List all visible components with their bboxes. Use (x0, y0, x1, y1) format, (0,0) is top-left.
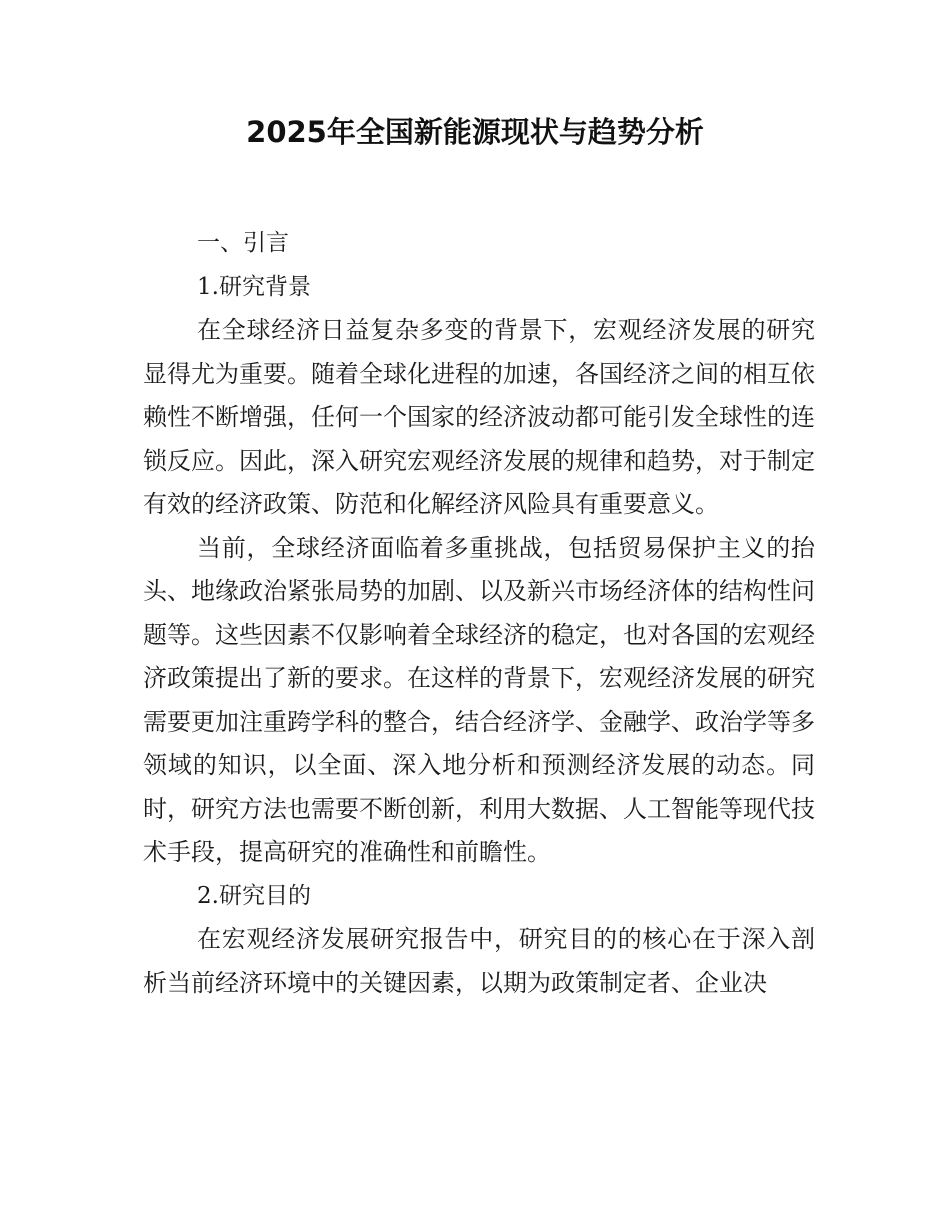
section-heading-introduction: 一、引言 (197, 230, 289, 256)
paragraph-background-1: 在全球经济日益复杂多变的背景下，宏观经济发展的研究显得尤为重要。随着全球化进程的加速，各国经济之间的相互依赖性不断增强，任何一个国家的经济波动都可能引发全球性的连锁反应。因此，深入研究宏观经济发展的规律和趋势，对于制定有效的经济政策、防范和化解经济风险具有重要意义。 (143, 316, 815, 518)
document-body (143, 222, 815, 1005)
paragraph-purpose-1: 在宏观经济发展研究报告中，研究目的的核心在于深入剖析当前经济环境中的关键因素，以期为政策制定者、企业决 (143, 925, 815, 997)
document-title: 2025年全国新能源现状与趋势分析 (246, 115, 704, 149)
subsection-heading-research-purpose: 2.研究目的 (197, 882, 311, 909)
paragraph-background-2: 当前，全球经济面临着多重挑战，包括贸易保护主义的抬头、地缘政治紧张局势的加剧、以及新兴市场经济体的结构性问题等。这些因素不仅影响着全球经济的稳定，也对各国的宏观经济政策提出了新的要求。在这样的背景下，宏观经济发展的研究需要更加注重跨学科的整合，结合经济学、金融学、政治学等多领域的知识，以全面、深入地分析和预测经济发展的动态。同时，研究方法也需要不断创新，利用大数据、人工智能等现代技术手段，提高研究的准确性和前瞻性。 (143, 533, 815, 866)
subsection-heading-research-background: 1.研究背景 (197, 273, 311, 300)
